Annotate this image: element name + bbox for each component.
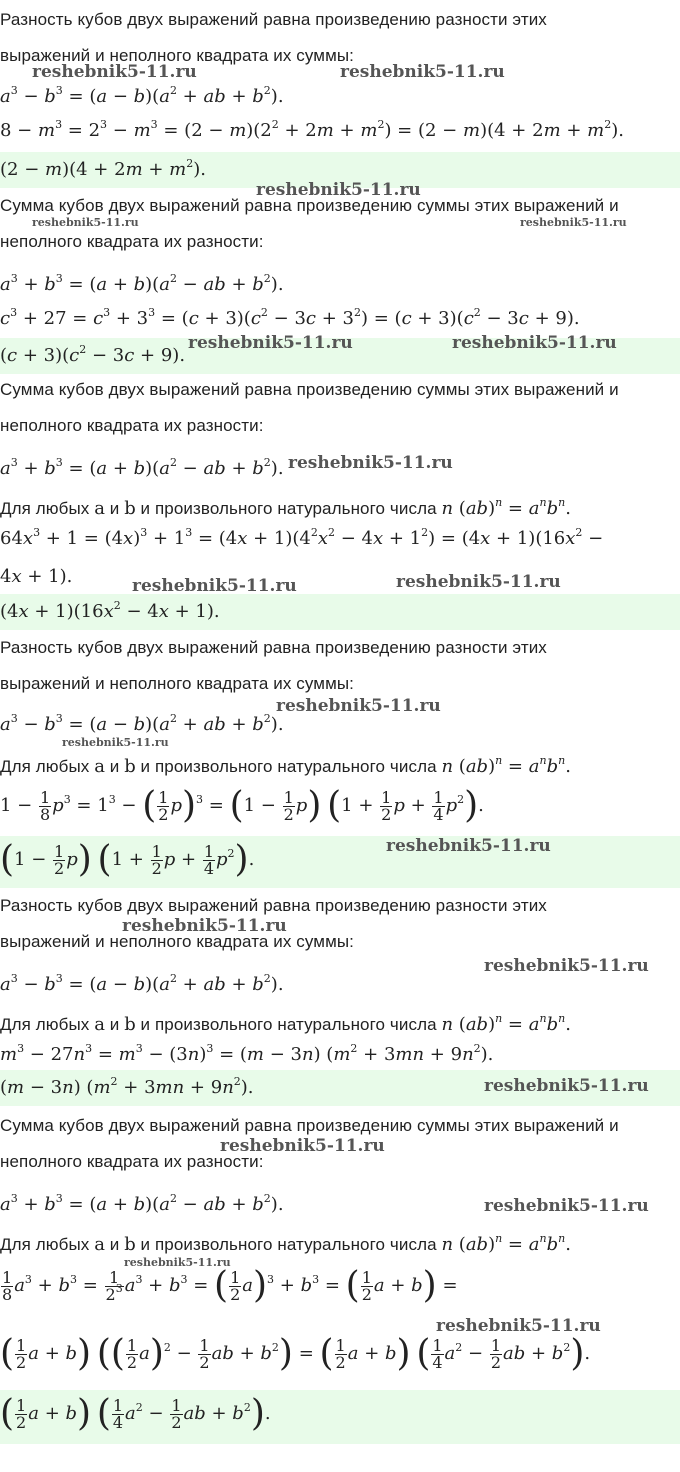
rule-text: выражений и неполного квадрата их суммы: — [0, 46, 355, 65]
formula-line: $a^3 - b^3 = (a - b)(a^2$ + ab + $b^2$). — [0, 712, 284, 735]
rule-text: Для любых — [0, 499, 95, 518]
rule-text: и произвольного натурального числа — [135, 499, 442, 518]
rule-text: неполного квадрата их разности: — [0, 1152, 264, 1171]
answer-formula: $(4x + 1)(16x^2 - 4x + 1)$. — [0, 599, 220, 622]
rule-text: и произвольного натурального числа — [135, 757, 442, 776]
rule-text: Сумма кубов двух выражений равна произведению суммы этих выражений и — [0, 196, 619, 215]
formula-line: $a^3 - b^3 = (a - b)(a^2$ + ab + $b^2$). — [0, 972, 284, 995]
answer-formula: (1 − $\frac{1}{2}$ p) (1 + $\frac{1}{2}$ p + $\frac{1}{4}$ $p^2$). — [0, 839, 255, 880]
rule-text: и произвольного натурального числа — [135, 1235, 442, 1254]
formula-line: $a^3 + b^3 = (a + b)(a^2$ − ab + $b^2$). — [0, 272, 284, 295]
rule-text: неполного квадрата их разности: — [0, 232, 264, 251]
watermark: reshebnik5-11.ru — [122, 916, 287, 936]
answer-formula: ( $\frac{1}{2}$ a + b) ( $\frac{1}{4}$ $a^2$ − $\frac{1}{2}$ ab + $b^2$). — [0, 1393, 271, 1434]
formula-line: $a^3 - b^3 = (a - b)(a^2$ + ab + $b^2$). — [0, 84, 284, 107]
rule-text: Разность кубов двух выражений равна произведению разности этих — [0, 638, 547, 657]
answer-formula: (m − 3n) $(m^2 + 3mn + 9n^2)$. — [0, 1075, 254, 1098]
watermark: reshebnik5-11.ru — [256, 180, 421, 200]
formula-line: 4x + 1). — [0, 566, 73, 587]
watermark: reshebnik5-11.ru — [32, 216, 139, 229]
rule-text: Для любых — [0, 757, 95, 776]
rule-text: Сумма кубов двух выражений равна произведению суммы этих выражений и — [0, 380, 619, 399]
formula-line: $a^3 + b^3 = (a + b)(a^2$ − ab + $b^2$). — [0, 1192, 284, 1215]
rule-line: Для любых a и b и произвольного натурального числа n $(ab)^n = a^nb^n$. — [0, 1012, 571, 1035]
rule-line: Для любых a и b и произвольного натурального числа n $(ab)^n = a^nb^n$. — [0, 754, 571, 777]
answer-box — [0, 836, 680, 888]
answer-formula: $(c + 3)(c^2 - 3c + 9)$. — [0, 343, 186, 366]
watermark: reshebnik5-11.ru — [32, 62, 197, 82]
rule-line: Для любых a и b и произвольного натурального числа n $(ab)^n = a^nb^n$. — [0, 496, 571, 519]
answer-formula: $(2 - m)(4 + 2m + m^2)$. — [0, 157, 206, 180]
rule-line: Для любых a и b и произвольного натурального числа n $(ab)^n = a^nb^n$. — [0, 1232, 571, 1255]
rule-text: Сумма кубов двух выражений равна произведению суммы этих выражений и — [0, 1116, 619, 1135]
formula-line: 1 − $\frac{1}{8}$ $p^3 = 1^3$ − ( $\frac{1}{2}$ p)$^3$ = (1 − $\frac{1}{2}$ p) (1 + $\frac{1}{2}$ p + $\frac{1}{4}$ $p^2$). — [0, 785, 484, 826]
watermark: reshebnik5-11.ru — [436, 1316, 601, 1336]
rule-text: Разность кубов двух выражений равна произведению разности этих — [0, 896, 547, 915]
formula-line: $c^3 + 27 = c^3 + 3^3 = (c + 3)(c^2 - 3c + 3^2) = (c + 3)(c^2 - 3c + 9)$. — [0, 306, 580, 329]
watermark: reshebnik5-11.ru — [396, 572, 561, 592]
rule-text: и произвольного натурального числа — [135, 1015, 442, 1034]
formula-line: $64x^3 + 1 = (4x)^3 + 1^3 = (4x + 1)(4^2x^2 - 4x + 1^2) = (4x + 1)(16x^2$ − — [0, 526, 604, 549]
watermark: reshebnik5-11.ru — [484, 1196, 649, 1216]
watermark: reshebnik5-11.ru — [276, 696, 441, 716]
formula-line: $\frac{1}{8}$ $a^3 + b^3$ = $\frac{1}{2^3}$ $a^3 + b^3$ = ( $\frac{1}{2}$ $a)^3 + b^3$ = ( $\frac{1}{2}$ a + b) = — [2, 1265, 458, 1306]
rule-text: Для любых — [0, 1015, 95, 1034]
rule-text: Разность кубов двух выражений равна произведению разности этих — [0, 10, 547, 29]
rule-text: выражений и неполного квадрата их суммы: — [0, 674, 355, 693]
rule-text: неполного квадрата их разности: — [0, 416, 264, 435]
watermark: reshebnik5-11.ru — [520, 216, 627, 229]
watermark: reshebnik5-11.ru — [288, 453, 453, 473]
rule-text: выражений и неполного квадрата их суммы: — [0, 932, 355, 951]
formula-line: $m^3 - 27n^3 = m^3 - (3n)^3 = (m - 3n) (m^2 + 3mn + 9n^2)$. — [0, 1042, 494, 1065]
watermark: reshebnik5-11.ru — [484, 1076, 649, 1096]
answer-box — [0, 594, 680, 630]
watermark: reshebnik5-11.ru — [124, 1256, 231, 1269]
formula-line: $a^3 + b^3 = (a + b)(a^2$ − ab + $b^2$). — [0, 456, 284, 479]
watermark: reshebnik5-11.ru — [132, 576, 297, 596]
watermark: reshebnik5-11.ru — [484, 956, 649, 976]
watermark: reshebnik5-11.ru — [340, 62, 505, 82]
formula-line: $8 - m^3 = 2^3 - m^3 = (2 - m)(2^2 + 2m + m^2) = (2 - m)(4 + 2m + m^2)$. — [0, 118, 624, 141]
answer-box — [0, 1390, 680, 1444]
formula-line: ( $\frac{1}{2}$ a + b) (( $\frac{1}{2}$ a)$^2$ − $\frac{1}{2}$ ab + $b^2$) = ( $\frac{1}{2}$ a + b) ( $\frac{1}{4}$ $a^2$ − $\frac{1}{2}$ ab + $b^2$). — [0, 1333, 591, 1374]
rule-text: Для любых — [0, 1235, 95, 1254]
watermark: reshebnik5-11.ru — [220, 1136, 385, 1156]
watermark: reshebnik5-11.ru — [386, 836, 551, 856]
watermark: reshebnik5-11.ru — [452, 333, 617, 353]
watermark: reshebnik5-11.ru — [188, 333, 353, 353]
watermark: reshebnik5-11.ru — [62, 736, 169, 749]
